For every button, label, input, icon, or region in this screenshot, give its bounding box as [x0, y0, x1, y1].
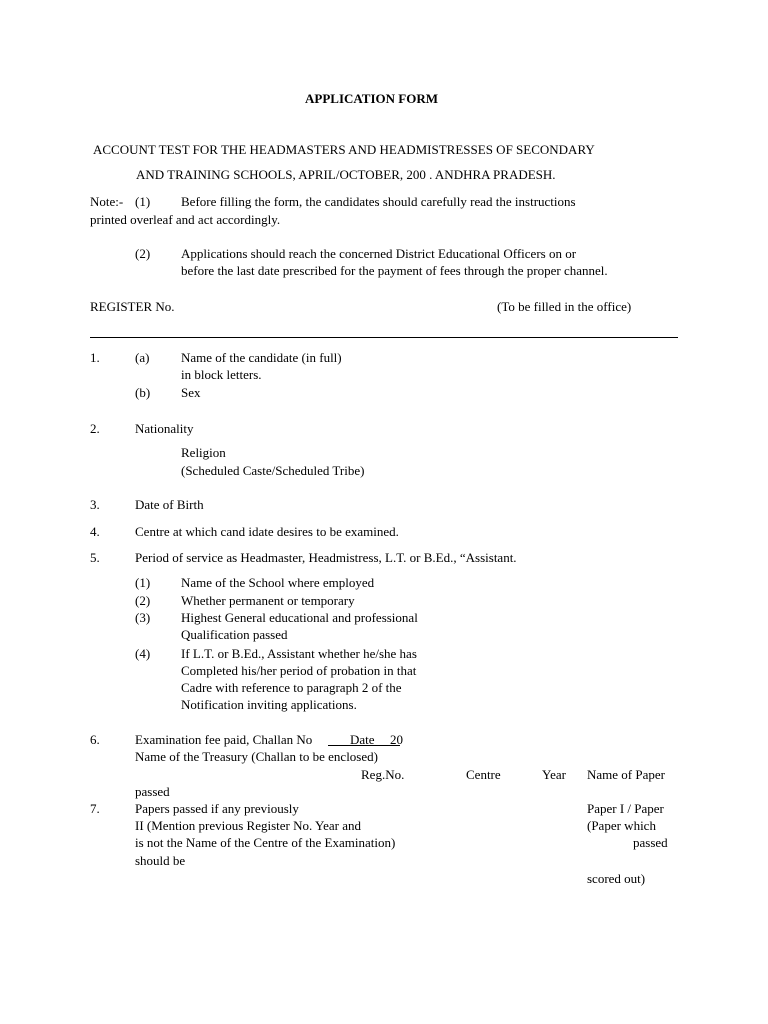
subtitle-line-1: ACCOUNT TEST FOR THE HEADMASTERS AND HEADMISTRESSES OF SECONDARY	[93, 142, 595, 157]
item-1b-number: (b)	[135, 385, 151, 400]
item-1a-number: (a)	[135, 350, 150, 365]
header-reg-no: Reg.No.	[361, 767, 405, 782]
item-5-3-number: (3)	[135, 610, 151, 625]
exam-fee-label: Examination fee paid, Challan No	[135, 732, 313, 747]
header-centre: Centre	[466, 767, 501, 782]
qualification-label: Highest General educational and professional	[181, 610, 418, 625]
note-label: Note:-	[90, 194, 124, 209]
probation-label-line-1: If L.T. or B.Ed., Assistant whether he/she has	[181, 646, 417, 661]
exam-centre-label: Centre at which cand idate desires to be examined.	[135, 524, 399, 539]
sex-label: Sex	[181, 385, 201, 400]
divider-line	[90, 337, 678, 338]
register-number-label: REGISTER No.	[90, 299, 175, 314]
qualification-label-line-2: Qualification passed	[181, 627, 288, 642]
note-2-number: (2)	[135, 246, 151, 261]
item-4-number: 4.	[90, 524, 100, 539]
challan-underline	[328, 745, 400, 746]
service-period-label: Period of service as Headmaster, Headmistress, L.T. or B.Ed., “Assistant.	[135, 550, 517, 565]
note-1-line-1: Before filling the form, the candidates should carefully read the instructions	[181, 194, 576, 209]
item-6-number: 6.	[90, 732, 100, 747]
employment-status-label: Whether permanent or temporary	[181, 593, 355, 608]
paper-note-line-1: Paper I / Paper	[587, 801, 664, 816]
previous-papers-label-line-4: should be	[135, 853, 186, 868]
previous-papers-label-line-3: is not the Name of the Centre of the Examination)	[135, 835, 396, 850]
item-5-number: 5.	[90, 550, 100, 565]
candidate-name-label-line-2: in block letters.	[181, 367, 262, 382]
item-1-number: 1.	[90, 350, 100, 365]
nationality-label: Nationality	[135, 421, 194, 436]
note-2-line-1: Applications should reach the concerned District Educational Officers on or	[181, 246, 577, 261]
header-year: Year	[542, 767, 566, 782]
note-1-line-2: printed overleaf and act accordingly.	[90, 212, 281, 227]
form-title: APPLICATION FORM	[305, 91, 439, 106]
paper-note-line-3: passed	[633, 835, 668, 850]
date-of-birth-label: Date of Birth	[135, 497, 204, 512]
item-3-number: 3.	[90, 497, 100, 512]
religion-label: Religion	[181, 445, 226, 460]
probation-label-line-2: Completed his/her period of probation in that	[181, 663, 417, 678]
paper-note-line-4: scored out)	[587, 871, 646, 886]
probation-label-line-4: Notification inviting applications.	[181, 697, 357, 712]
header-passed: passed	[135, 784, 170, 799]
item-5-4-number: (4)	[135, 646, 151, 661]
school-name-label: Name of the School where employed	[181, 575, 375, 590]
challan-year-label: 20	[390, 732, 403, 747]
item-5-2-number: (2)	[135, 593, 151, 608]
item-5-1-number: (1)	[135, 575, 151, 590]
paper-note-line-2: (Paper which	[587, 818, 656, 833]
item-2-number: 2.	[90, 421, 100, 436]
previous-papers-label: Papers passed if any previously	[135, 801, 299, 816]
previous-papers-label-line-2: II (Mention previous Register No. Year and	[135, 818, 362, 833]
subtitle-line-2: AND TRAINING SCHOOLS, APRIL/OCTOBER, 200 . ANDHRA PRADESH.	[136, 167, 556, 182]
treasury-label: Name of the Treasury (Challan to be enclosed)	[135, 749, 378, 764]
note-2-line-2: before the last date prescribed for the payment of fees through the proper channel.	[181, 263, 608, 278]
probation-label-line-3: Cadre with reference to paragraph 2 of the	[181, 680, 402, 695]
header-name-of-paper: Name of Paper	[587, 767, 665, 782]
caste-label: (Scheduled Caste/Scheduled Tribe)	[181, 463, 365, 478]
item-7-number: 7.	[90, 801, 100, 816]
office-use-note: (To be filled in the office)	[497, 299, 632, 314]
candidate-name-label: Name of the candidate (in full)	[181, 350, 342, 365]
note-1-number: (1)	[135, 194, 151, 209]
challan-date-label: Date	[350, 732, 375, 747]
